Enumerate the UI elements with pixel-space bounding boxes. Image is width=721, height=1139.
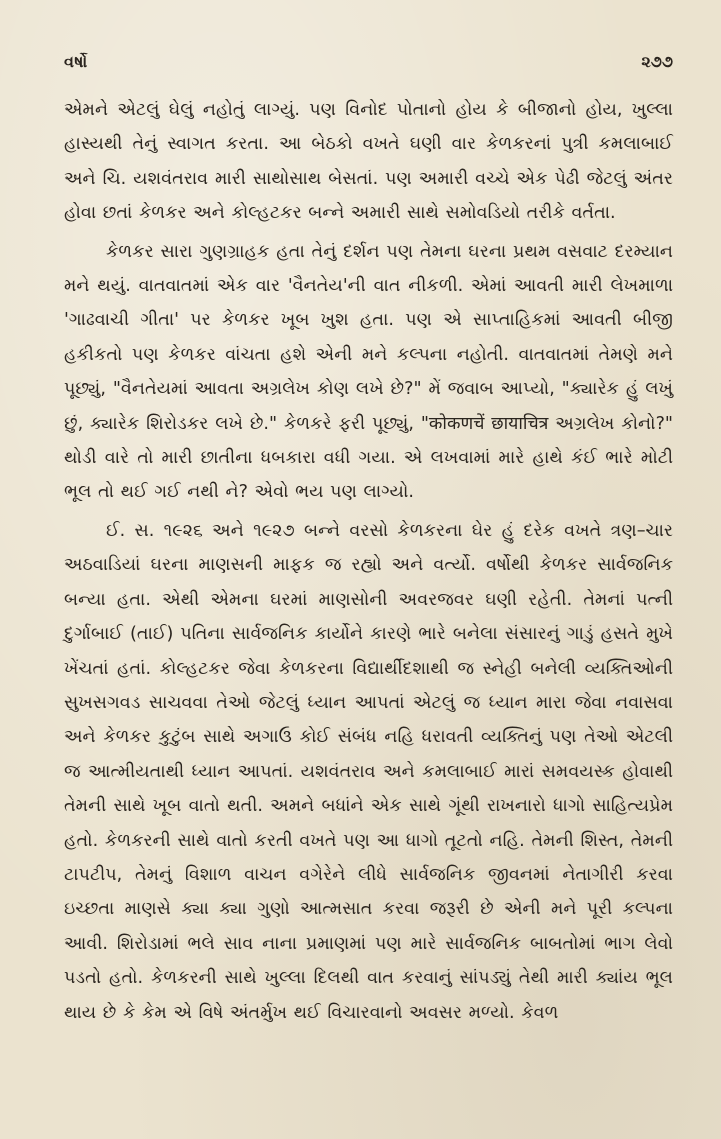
paragraph-2: કેળકર સારા ગુણગ્રાહક હતા તેનું દર્શન પણ તેમના ઘરના પ્રથમ વસવાટ દરમ્યાન મને થયું. વાતવાતમાં એક વાર 'વૈનતેય'ની વાત નીકળી. એમાં આવતી મારી લેખમાળા 'ગાઢવાચી ગીતા' પર કેળકર ખૂબ ખુશ હતા. પણ એ સાપ્તાહિકમાં આવતી બીજી હકીકતો પણ કેળકર વાંચતા હશે એની મને કલ્પના નહોતી. વાતવાતમાં તેમણે મને પૂછ્યું, "વૈનતેયમાં આવતા અગ્રલેખ કોણ લખે છે?" મેં જવાબ આપ્યો, "ક્યારેક હું લખું છું, ક્યારેક શિરોડકર લખે છે." કેળકરે ફરી પૂછ્યું, "कोकणचें छायाचित्र અગ્રલેખ કોનો?" થોડી વારે તો મારી છાતીના ધબકારા વધી ગયા. એ લખવામાં મારે હાથે કંઈ ભારે મોટી ભૂલ તો થઈ ગઈ નથી ને? એવો ભય પણ લાગ્યો.: [64, 241, 673, 503]
page-number: ૨૭૭: [641, 52, 673, 71]
running-head: વર્ષો: [64, 52, 88, 71]
body-text: [64, 93, 673, 1030]
paragraph-1: એમને એટલું ઘેલું નહોતું લાગ્યું. પણ વિનોદ પોતાનો હોય કે બીજાનો હોય, ખુલ્લા હાસ્યથી તેનું સ્વાગત કરતા. આ બેઠકો વખતે ઘણી વાર કેળકરનાં પુત્રી કમલાબાઈ અને ચિ. યશવંતરાવ મારી સાથોસાથ બેસતાં. પણ અમારી વચ્ચે એક પેઢી જેટલું અંતર હોવા છતાં કેળકર અને કોલ્હટકર બન્ને અમારી સાથે સમોવડિયો તરીકે વર્તતા.: [64, 100, 673, 224]
page-header: [64, 52, 673, 82]
paragraph-3: ઈ. સ. ૧૯૨૬ અને ૧૯૨૭ બન્ને વરસો કેળકરના ઘેર હું દરેક વખતે ત્રણ–ચાર અઠવાડિયાં ઘરના માણસની માફક જ રહ્યો અને વર્ત્યો. વર્ષોથી કેળકર સાર્વજનિક બન્યા હતા. એથી એમના ઘરમાં માણસોની અવરજવર ઘણી રહેતી. તેમનાં પત્ની દુર્ગાબાઈ (તાઈ) પતિના સાર્વજનિક કાર્યોને કારણે ભારે બનેલા સંસારનું ગાડું હસતે મુખે ખેંચતાં હતાં. કોલ્હટકર જેવા કેળકરના વિદ્યાર્થીદશાથી જ સ્નેહી બનેલી વ્યક્તિઓની સુખસગવડ સાચવવા તેઓ જેટલું ધ્યાન આપતાં એટલું જ ધ્યાન મારા જેવા નવાસવા અને કેળકર કુટુંબ સાથે અગાઉ કોઈ સંબંધ નહિ ધરાવતી વ્યક્તિનું પણ તેઓ એટલી જ આત્મીયતાથી ધ્યાન આપતાં. યશવંતરાવ અને કમલાબાઈ મારાં સમવયસ્ક હોવાથી તેમની સાથે ખૂબ વાતો થતી. અમને બધાંને એક સાથે ગૂંથી રાખનારો ધાગો સાહિત્યપ્રેમ હતો. કેળકરની સાથે વાતો કરતી વખતે પણ આ ધાગો તૂટતો નહિ. તેમની શિસ્ત, તેમની ટાપટીપ, તેમનું વિશાળ વાચન વગેરેને લીધે સાર્વજનિક જીવનમાં નેતાગીરી કરવા ઇચ્છતા માણસે ક્યા ક્યા ગુણો આત્મસાત કરવા જરૂરી છે એની મને પૂરી કલ્પના આવી. શિરોડામાં ભલે સાવ નાના પ્રમાણમાં પણ મારે સાર્વજનિક બાબતોમાં ભાગ લેવો પડતો હતો. કેળકરની સાથે ખુલ્લા દિલથી વાત કરવાનું સાંપડ્યું તેથી મારી ક્યાંય ભૂલ થાય છે કે કેમ એ વિષે અંતર્મુખ થઈ વિચારવાનો અવસર મળ્યો. કેવળ: [64, 520, 673, 1023]
